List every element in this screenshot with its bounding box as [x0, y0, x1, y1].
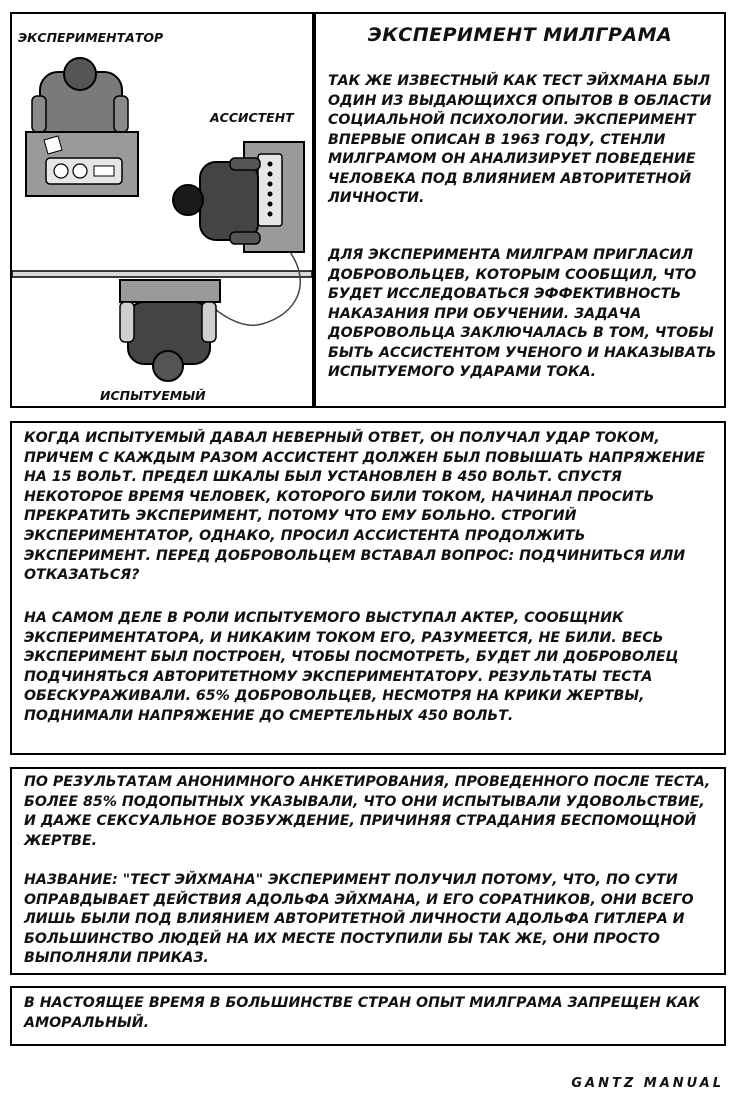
- label-subject: ИСПЫТУЕМЫЙ: [100, 388, 206, 403]
- results-paragraph-2: НАЗВАНИЕ: "ТЕСТ ЭЙХМАНА" ЭКСПЕРИМЕНТ ПОЛУЧИЛ ПОТОМУ, ЧТО, ПО СУТИ ОПРАВДЫВАЕТ ДЕЙСТВИЯ АДОЛЬФА ЭЙХМАНА, И ЕГО СОРАТНИКОВ, ОНИ ВСЕГО ЛИШЬ БЫЛИ ПОД ВЛИЯНИЕМ АВТОРИТЕТНОЙ ЛИЧНОСТИ АДОЛЬФА ГИТЛЕРА И БОЛЬШИНСТВО ЛЮДЕЙ НА ИХ МЕСТЕ ПОСТУПИЛИ БЫ ТАК ЖЕ, ОНИ ПРОСТО ВЫПОЛНЯЛИ ПРИКАЗ.: [24, 872, 694, 967]
- conclusion-panel: [10, 986, 726, 1046]
- procedure-paragraph-2: НА САМОМ ДЕЛЕ В РОЛИ ИСПЫТУЕМОГО ВЫСТУПАЛ АКТЕР, СООБЩНИК ЭКСПЕРИМЕНТАТОРА, И НИКАКИМ ТОКОМ ЕГО, РАЗУМЕЕТСЯ, НЕ БИЛИ. ВЕСЬ ЭКСПЕРИМЕНТ БЫЛ ПОСТРОЕН, ЧТОБЫ ПОСМОТРЕТЬ, БУДЕТ ЛИ ДОБРОВОЛЕЦ ПОДЧИНЯТЬСЯ АВТОРИТЕТНОМУ ЭКСПЕРИМЕНТАТОРУ. РЕЗУЛЬТАТЫ ТЕСТА ОБЕСКУРАЖИВАЛИ. 65% ДОБРОВОЛЬЦЕВ, НЕСМОТРЯ НА КРИКИ ЖЕРТВЫ, ПОДНИМАЛИ НАПРЯЖЕНИЕ ДО СМЕРТЕЛЬНЫХ 450 ВОЛЬТ.: [24, 610, 679, 724]
- results-panel: [10, 767, 726, 975]
- results-paragraph-1: ПО РЕЗУЛЬТАТАМ АНОНИМНОГО АНКЕТИРОВАНИЯ, ПРОВЕДЕННОГО ПОСЛЕ ТЕСТА, БОЛЕЕ 85% ПОДОПЫТНЫХ УКАЗЫВАЛИ, ЧТО ОНИ ИСПЫТЫВАЛИ УДОВОЛЬСТВИЕ, И ДАЖЕ СЕКСУАЛЬНОЕ ВОЗБУЖДЕНИЕ, ПРИЧИНЯЯ СТРАДАНИЯ БЕСПОМОЩНОЙ ЖЕРТВЕ.: [24, 774, 711, 849]
- room-divider: [12, 271, 312, 277]
- experimenter-desk: [26, 132, 138, 196]
- intro-paragraph-1: ТАК ЖЕ ИЗВЕСТНЫЙ КАК ТЕСТ ЭЙХМАНА БЫЛ ОДИН ИЗ ВЫДАЮЩИХСЯ ОПЫТОВ В ОБЛАСТИ СОЦИАЛЬНОЙ ПСИХОЛОГИИ. ЭКСПЕРИМЕНТ ВПЕРВЫЕ ОПИСАН В 1963 ГОДУ, СТЕНЛИ МИЛГРАМОМ ОН АНАЛИЗИРУЕТ ПОВЕДЕНИЕ ЧЕЛОВЕКА ПОД ВЛИЯНИЕМ АВТОРИТЕТНОЙ ЛИЧНОСТИ.: [328, 73, 712, 206]
- subject-figure: [120, 280, 220, 381]
- experiment-illustration: [12, 14, 312, 406]
- assistant-figure: [173, 158, 260, 244]
- intro-panel: [314, 12, 726, 408]
- label-experimenter: ЭКСПЕРИМЕНТАТОР: [18, 30, 164, 45]
- experimenter-figure: [32, 58, 128, 142]
- page-title: ЭКСПЕРИМЕНТ МИЛГРАМА: [367, 24, 673, 46]
- label-assistant: АССИСТЕНТ: [210, 110, 294, 125]
- conclusion-paragraph: В НАСТОЯЩЕЕ ВРЕМЯ В БОЛЬШИНСТВЕ СТРАН ОПЫТ МИЛГРАМА ЗАПРЕЩЕН КАК АМОРАЛЬНЫЙ.: [24, 995, 701, 1031]
- procedure-panel: [10, 421, 726, 755]
- footer-credit: GANTZ MANUAL: [571, 1076, 724, 1091]
- procedure-paragraph-1: КОГДА ИСПЫТУЕМЫЙ ДАВАЛ НЕВЕРНЫЙ ОТВЕТ, ОН ПОЛУЧАЛ УДАР ТОКОМ, ПРИЧЕМ С КАЖДЫМ РАЗОМ АССИСТЕНТ ДОЛЖЕН БЫЛ ПОВЫШАТЬ НАПРЯЖЕНИЕ НА 15 ВОЛЬТ. ПРЕДЕЛ ШКАЛЫ БЫЛ УСТАНОВЛЕН В 450 ВОЛЬТ. СПУСТЯ НЕКОТОРОЕ ВРЕМЯ ЧЕЛОВЕК, КОТОРОГО БИЛИ ТОКОМ, НАЧИНАЛ ПРОСИТЬ ПРЕКРАТИТЬ ЭКСПЕРИМЕНТ, ПОТОМУ ЧТО ЕМУ БОЛЬНО. СТРОГИЙ ЭКСПЕРИМЕНТАТОР, ОДНАКО, ПРОСИЛ АССИСТЕНТА ПРОДОЛЖИТЬ ЭКСПЕРИМЕНТ. ПЕРЕД ДОБРОВОЛЬЦЕМ ВСТАВАЛ ВОПРОС: ПОДЧИНИТЬСЯ ИЛИ ОТКАЗАТЬСЯ?: [24, 430, 706, 584]
- illustration-panel: [10, 12, 314, 408]
- intro-paragraph-2: ДЛЯ ЭКСПЕРИМЕНТА МИЛГРАМ ПРИГЛАСИЛ ДОБРОВОЛЬЦЕВ, КОТОРЫМ СООБЩИЛ, ЧТО БУДЕТ ИССЛЕДОВАТЬСЯ ЭФФЕКТИВНОСТЬ НАКАЗАНИЯ ПРИ ОБУЧЕНИИ. ЗАДАЧА ДОБРОВОЛЬЦА ЗАКЛЮЧАЛАСЬ В ТОМ, ЧТОБЫ БЫТЬ АССИСТЕНТОМ УЧЕНОГО И НАКАЗЫВАТЬ ИСПЫТУЕМОГО УДАРАМИ ТОКА.: [328, 247, 717, 380]
